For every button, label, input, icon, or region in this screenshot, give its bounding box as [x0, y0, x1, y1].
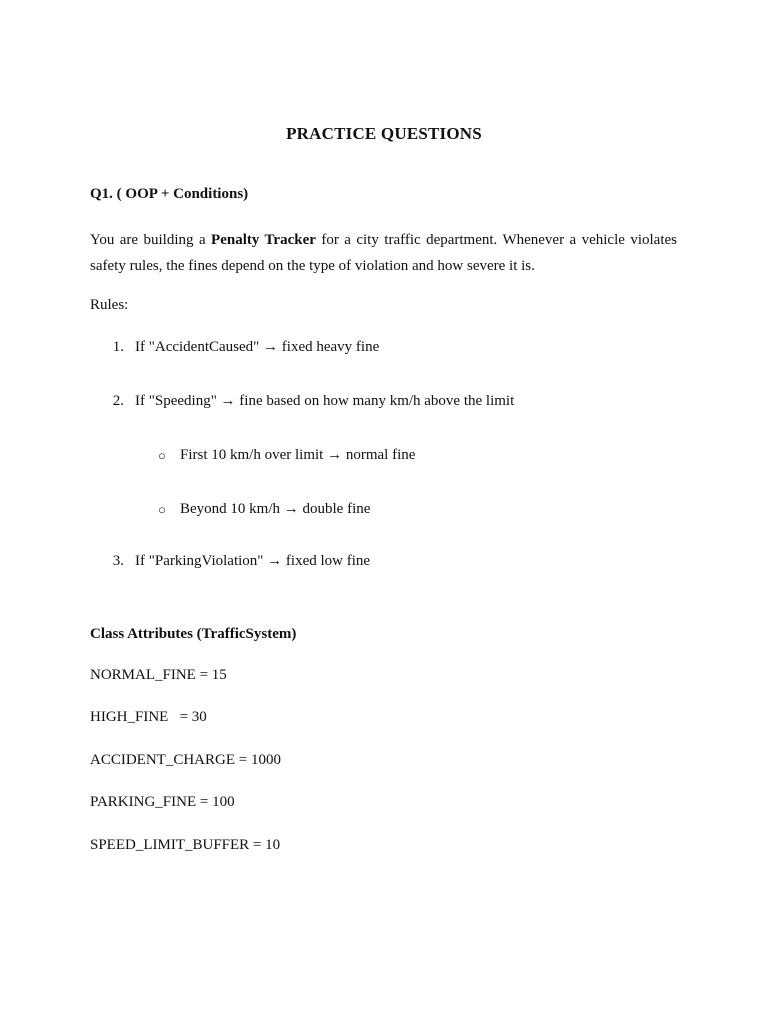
intro-paragraph: [90, 227, 677, 279]
sub-rule-text: First 10 km/h over limit → normal fine: [180, 447, 416, 463]
rules-label: Rules:: [90, 297, 129, 313]
attributes-heading: Class Attributes (TrafficSystem): [90, 626, 297, 642]
rule-number: 3.: [112, 553, 124, 569]
rule-number: 2.: [112, 393, 124, 409]
attribute-line: SPEED_LIMIT_BUFFER = 10: [90, 837, 281, 853]
attribute-line: HIGH_FINE = 30: [90, 709, 207, 725]
hollow-bullet-icon: ○: [158, 448, 166, 463]
rule-text: If "AccidentCaused" → fixed heavy fine: [135, 339, 380, 355]
rule-text: If "ParkingViolation" → fixed low fine: [135, 553, 371, 569]
attribute-line: NORMAL_FINE = 15: [90, 667, 227, 683]
question-heading: Q1. ( OOP + Conditions): [90, 186, 249, 202]
intro-text-start: You are building a: [90, 232, 212, 248]
rule-number: 1.: [112, 339, 124, 355]
intro-bold-term: Penalty Tracker: [211, 232, 316, 248]
attribute-line: PARKING_FINE = 100: [90, 794, 235, 810]
intro-text-end: for a city traffic department. Whenever a vehicle violates safety rules, the fines depend on the type of violation and how severe it is.: [90, 232, 678, 274]
page-title: PRACTICE QUESTIONS: [286, 124, 482, 143]
attribute-line: ACCIDENT_CHARGE = 1000: [90, 752, 281, 768]
sub-rule-text: Beyond 10 km/h → double fine: [180, 501, 371, 517]
hollow-bullet-icon: ○: [158, 502, 166, 517]
rule-text: If "Speeding" → fine based on how many km/h above the limit: [135, 393, 515, 409]
